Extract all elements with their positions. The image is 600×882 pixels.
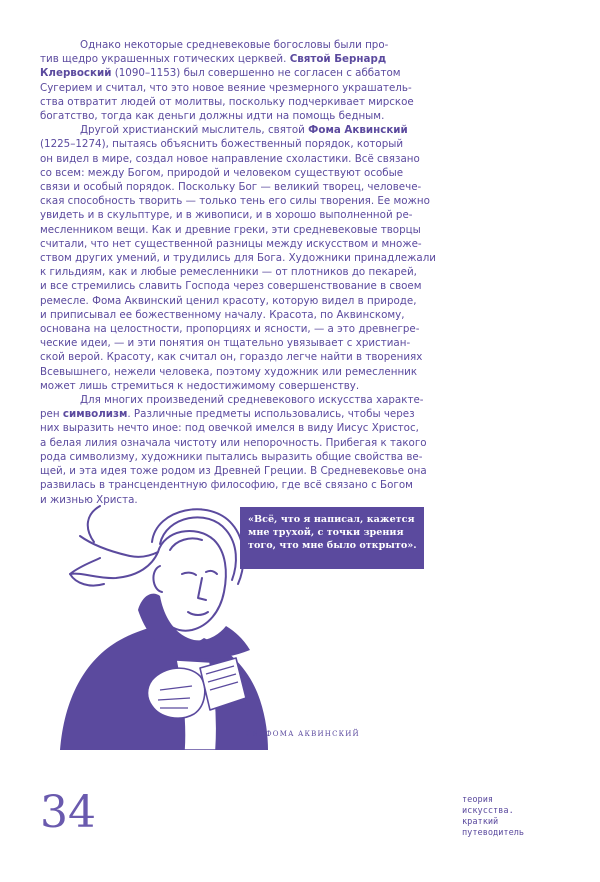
paragraph-bernard (40, 38, 458, 123)
text-line: них выразить нечто иное: под овечкой имелся в виду Иисус Христос, (40, 422, 419, 435)
text-line: увидеть и в скульптуре, и в живописи, и в хорошо выполненной ре- (40, 209, 413, 222)
running-title-line: теория (462, 795, 494, 805)
text-line: ской верой. Красоту, как считал он, гораздо легче найти в творениях (40, 351, 423, 364)
text-line: связи и особый порядок. Поскольку Бог — великий творец, человече- (40, 181, 422, 194)
text-line: . Различные предметы использовались, чтобы через (127, 408, 415, 421)
text-line: к гильдиям, как и любые ремесленники — от плотников до пекарей, (40, 266, 417, 279)
name-aquinas: Фома Аквинский (308, 124, 408, 137)
paragraph-symbolism (40, 393, 458, 507)
term-symbolism: символизм (62, 408, 128, 421)
text-line: может лишь стремиться к недостижимому совершенству. (40, 379, 360, 392)
ear (153, 566, 162, 592)
text-line: рода символизму, художники пытались выразить общие свойства ве- (40, 450, 423, 463)
paragraph-aquinas (40, 123, 458, 393)
running-title-line: искусства. (462, 806, 514, 816)
running-title-line: путеводитель (462, 828, 525, 838)
text-line: ства отвратит людей от молитвы, поскольку подчеркивает мирское (40, 95, 414, 108)
eye-left (182, 573, 196, 575)
text-line: тив щедро украшенных готических церквей. (40, 53, 287, 66)
text-line: Однако некоторые средневековые богословы были про- (80, 39, 389, 51)
text-line: щей, и эта идея тоже родом из Древней Греции. В Средневековье она (40, 465, 427, 478)
name-bernard: Святой Бернард (289, 53, 387, 66)
illustration-caption: СВ. ФОМА АКВИНСКИЙ (246, 730, 360, 738)
nose (198, 578, 206, 600)
quote-line: того, что мне было открыто». (248, 540, 417, 551)
text-line: и приписывал ее божественному началу. Красота, по Аквинскому, (40, 308, 405, 321)
quote-line: «Всё, что я написал, кажется (248, 514, 415, 525)
head-outline (158, 531, 226, 631)
text-line: Другой христианский мыслитель, святой (80, 124, 305, 137)
dove-wing (88, 506, 100, 542)
eye-right (206, 571, 217, 574)
text-line: (1090–1153) был совершенно не согласен с аббатом (114, 67, 401, 80)
name-bernard-cont: Клервоский (40, 67, 112, 80)
text-line: ская способность творить — только тень его силы творения. Ее можно (40, 195, 430, 208)
text-line: месленником вещи. Как и древние греки, эти средневековые творцы (40, 223, 421, 236)
hand (148, 668, 205, 718)
halo-outline (152, 509, 243, 584)
running-title-line: краткий (462, 817, 499, 827)
text-line: считали, что нет существенной разницы между искусством и множе- (40, 237, 422, 250)
quote-bubble (240, 507, 424, 569)
tonsure (170, 538, 202, 550)
main-text (40, 38, 458, 507)
mouth (188, 612, 208, 615)
text-line: Всевышнего, нежели человека, поэтому художник или ремесленник (40, 365, 418, 378)
text-line: а белая лилия означала чистоту или непорочность. Прибегая к такого (40, 436, 427, 449)
text-line: ством других умений, и трудились для Бога. Художники принадлежали (40, 252, 436, 265)
text-line: ремесле. Фома Аквинский ценил красоту, которую видел в природе, (40, 294, 417, 307)
text-line: Для многих произведений средневекового искусства характе- (80, 394, 424, 407)
text-line: Сугерием и считал, что это новое веяние чрезмерного украшатель- (40, 81, 412, 94)
page-number: 34 (40, 787, 96, 838)
text-line: и все стремились славить Господа через совершенствование в своем (40, 280, 422, 293)
text-line: ческие идеи, — и эти понятия он тщательно увязывает с христиан- (40, 337, 411, 350)
text-line: рен (40, 408, 60, 421)
text-line: развилась в трансцендентную философию, где всё связано с Богом (40, 479, 413, 492)
running-title (462, 795, 524, 839)
text-line: он видел в мире, создал новое направление схоластики. Всё связано (40, 152, 420, 165)
text-line: (1225–1274), пытаясь объяснить божественный порядок, который (40, 138, 404, 151)
text-line: со всем: между Богом, природой и человеком существуют особые (40, 166, 404, 179)
text-line: богатство, тогда как деньги должны идти на помощь бедным. (40, 110, 385, 123)
quote-line: мне трухой, с точки зрения (248, 527, 404, 538)
text-line: основана на целостности, пропорциях и ясности, — а это древнегре- (40, 323, 420, 336)
dove-outline (70, 536, 158, 578)
text-line: и жизнью Христа. (40, 493, 138, 506)
